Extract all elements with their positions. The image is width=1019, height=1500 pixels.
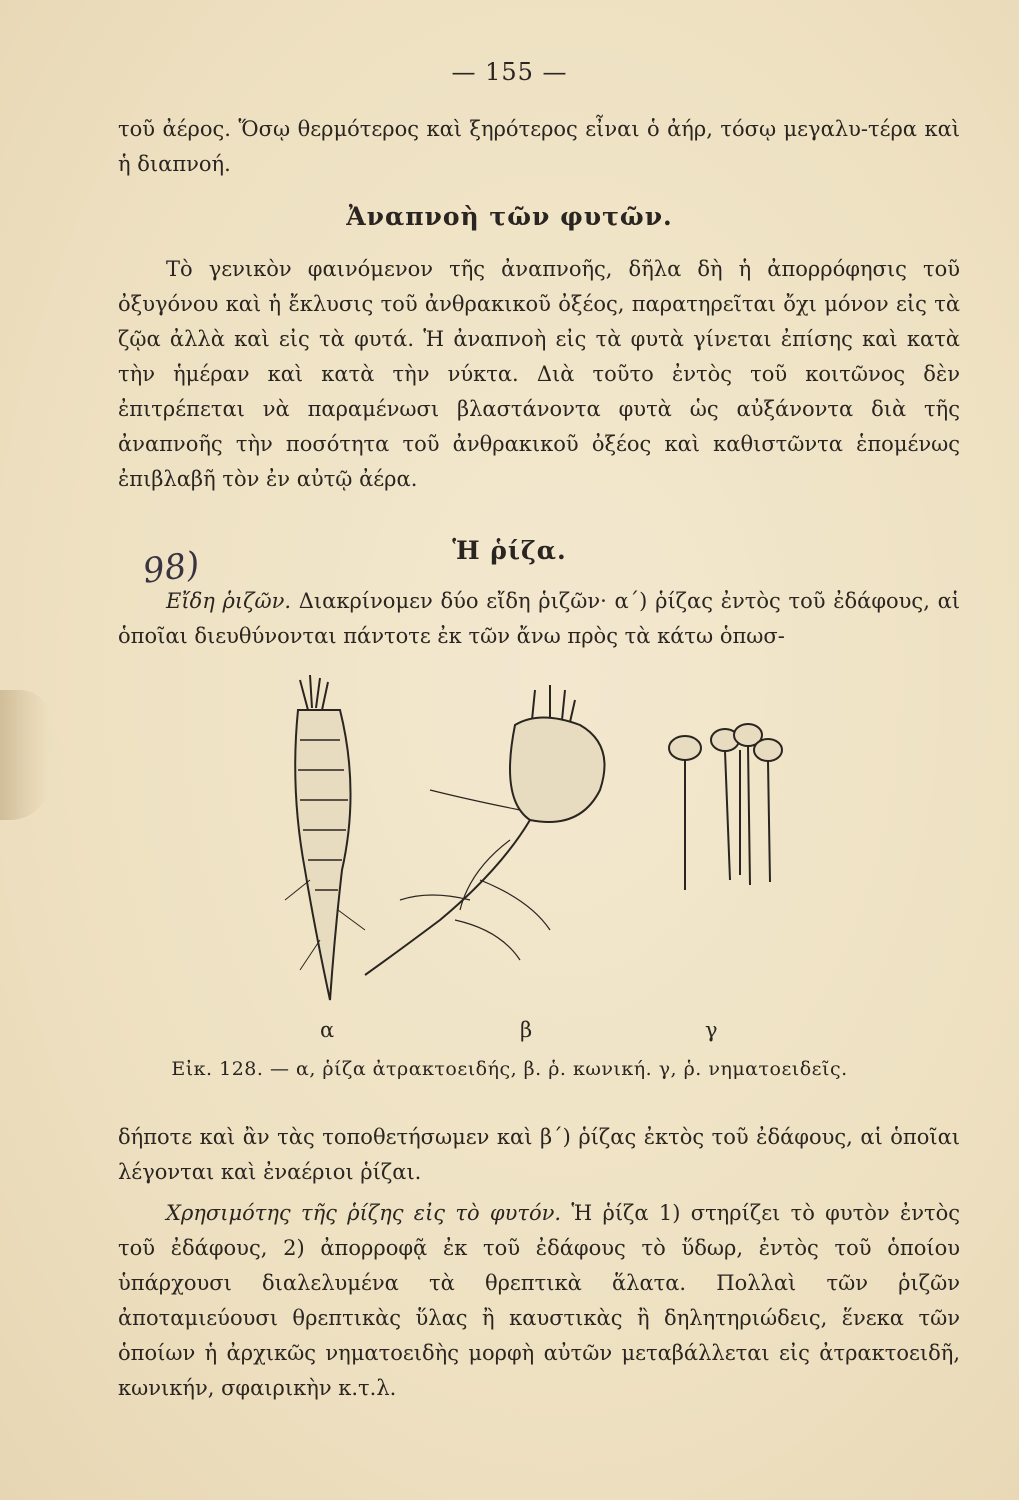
paragraph-root-usefulness (118, 1196, 960, 1406)
figure-label-b: β (520, 1018, 533, 1042)
page-number: — 155 — (451, 58, 568, 86)
conical-root-drawing (365, 685, 605, 975)
figure-caption: Εἰκ. 128. — α, ῥίζα ἀτρακτοειδής, β. ῥ. κωνική. γ, ῥ. νηματοειδεῖς. (171, 1058, 848, 1080)
paragraph-body: Διακρίνομεν δύο εἴδη ῥιζῶν· α΄) ῥίζας ἐντὸς τοῦ ἐδάφους, αἱ ὁποῖαι διευθύνονται πάντοτε ἐκ τῶν ἄνω πρὸς τὰ κάτω ὁπωσ- (118, 589, 960, 648)
paragraph-root-types (118, 584, 960, 654)
figure-label-a: α (320, 1018, 335, 1042)
paragraph-text: τοῦ ἀέρος. Ὅσῳ θερμότερος καὶ ξηρότερος εἶναι ὁ ἀήρ, τόσῳ μεγαλυ-τέρα καὶ ἡ διαπνοή. (118, 117, 960, 176)
fusiform-root-drawing (285, 675, 365, 1000)
paragraph-text (118, 1196, 960, 1406)
italic-term: Χρησιμότης τῆς ῥίζης εἰς τὸ φυτόν. (166, 1201, 562, 1225)
root-types-figure (270, 670, 790, 1015)
paragraph-aerial-roots (118, 1120, 960, 1190)
paragraph-body: Ἡ ῥίζα 1) στηρίζει τὸ φυτὸν ἐντὸς τοῦ ἐδάφους, 2) ἀπορροφᾷ ἐκ τοῦ ἐδάφους τὸ ὕδωρ, ἐντὸς τοῦ ὁποίου ὑπάρχουσι διαλελυμένα τὰ θρεπτικὰ ἅλατα. Πολλαὶ τῶν ῥιζῶν ἀποταμιεύουσι θρεπτικὰς ὕλας ἢ καυστικὰς ἢ δηλητηριώδεις, ἕνεκα τῶν ὁποίων ἡ ἀρχικῶς νηματοειδὴς μορφὴ αὐτῶν μεταβάλλεται εἰς ἀτρακτοειδῆ, κωνικήν, σφαιρικὴν κ.τ.λ. (118, 1201, 960, 1400)
italic-term: Εἴδη ῥιζῶν. (166, 589, 292, 613)
paragraph-text: Τὸ γενικὸν φαινόμενον τῆς ἀναπνοῆς, δῆλα δὴ ἡ ἀπορρόφησις τοῦ ὀξυγόνου καὶ ἡ ἔκλυσις τοῦ ἀνθρακικοῦ ὀξέος, παρατηρεῖται ὄχι μόνον εἰς τὰ ζῷα ἀλλὰ καὶ εἰς τὰ φυτά. Ἡ ἀναπνοὴ εἰς τὰ φυτὰ γίνεται ἐπίσης καὶ κατὰ τὴν ἡμέραν καὶ κατὰ τὴν νύκτα. Διὰ τοῦτο ἐντὸς τοῦ κοιτῶνος δὲν ἐπιτρέπεται νὰ παραμένωσι βλαστάνοντα φυτὰ ὡς αὐξάνοντα διὰ τῆς ἀναπνοῆς τὴν ποσότητα τοῦ ἀνθρακικοῦ ὀξέος καὶ καθιστῶντα ἑπομένως ἐπιβλαβῆ τὸν ἐν αὐτῷ ἀέρα. (118, 257, 960, 491)
section-heading-root: Ἡ ῥίζα. (452, 536, 567, 565)
paragraph-respiration (118, 252, 960, 497)
figure-label-c: γ (705, 1018, 718, 1042)
filiform-roots-drawing (669, 724, 782, 890)
paragraph-continuation (118, 112, 960, 182)
section-heading-respiration: Ἀναπνοὴ τῶν φυτῶν. (346, 202, 673, 231)
paragraph-text: δήποτε καὶ ἂν τὰς τοποθετήσωμεν καὶ β΄) ῥίζας ἐκτὸς τοῦ ἐδάφους, αἱ ὁποῖαι λέγονται καὶ ἐναέριοι ῥίζαι. (118, 1125, 960, 1184)
handwritten-note: 98) (140, 544, 203, 592)
paragraph-text (118, 584, 960, 654)
paper-edge-damage (0, 690, 50, 820)
